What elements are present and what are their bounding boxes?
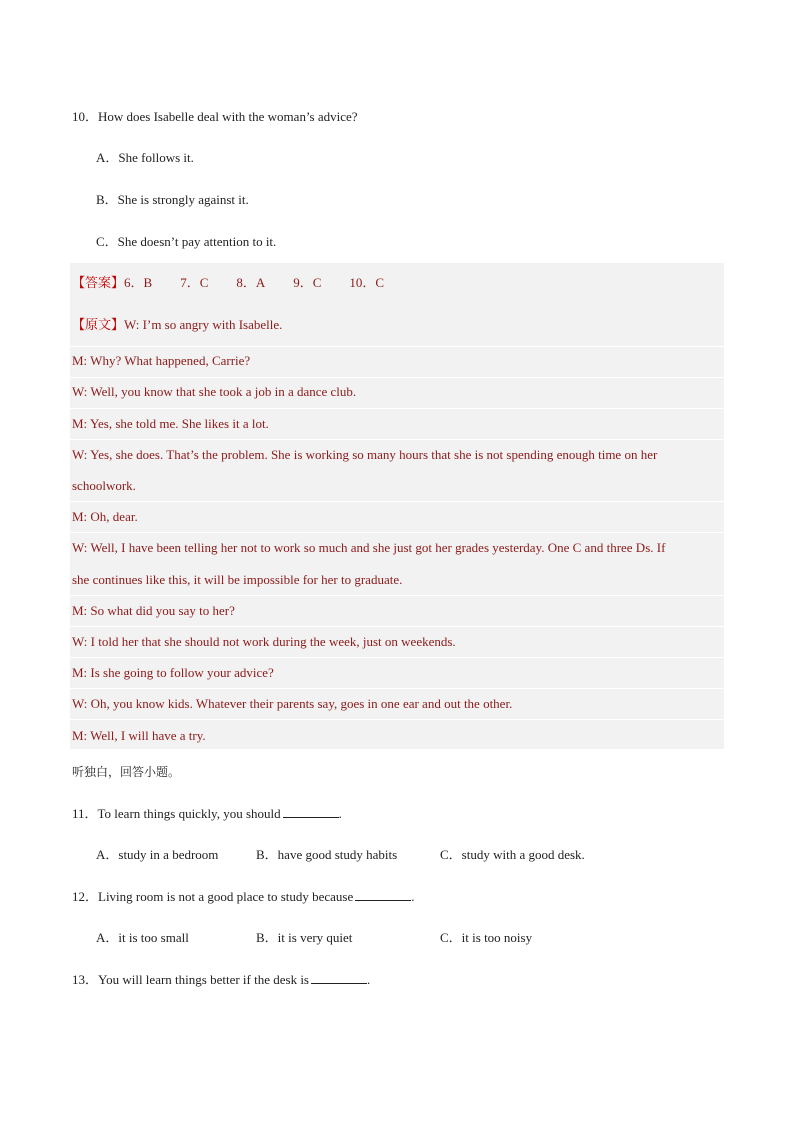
- row-divider: [70, 408, 724, 409]
- question-10: 10．How does Isabelle deal with the woman’s advice?: [72, 109, 358, 124]
- transcript-line: M: Yes, she told me. She likes it a lot.: [72, 416, 269, 431]
- transcript-line: schoolwork.: [72, 478, 136, 493]
- transcript-label: 【原文】: [72, 317, 125, 332]
- answer-item: 6．B: [124, 275, 153, 290]
- answer-blank: [355, 889, 411, 901]
- transcript-line: M: Well, I will have a try.: [72, 728, 206, 743]
- transcript-line: M: Is she going to follow your advice?: [72, 665, 274, 680]
- transcript-first-line: [72, 317, 282, 333]
- question-end: .: [338, 806, 342, 821]
- answer-item: 10．C: [349, 275, 385, 290]
- q12-option-a: A．it is too small: [96, 930, 189, 945]
- row-divider: [70, 719, 724, 720]
- q11-option-a: A．study in a bedroom: [96, 847, 219, 862]
- row-divider: [70, 439, 724, 440]
- transcript-line: W: Yes, she does. That’s the problem. She is working so many hours that she is not spending enough time on her: [72, 447, 658, 462]
- row-divider: [70, 626, 724, 627]
- answer-label: 【答案】: [72, 275, 125, 290]
- answer-item: 8．A: [236, 275, 266, 290]
- answer-blank: [311, 972, 367, 984]
- q12-option-c: C．it is too noisy: [440, 930, 533, 945]
- row-divider: [70, 688, 724, 689]
- q11-option-c: C．study with a good desk.: [440, 847, 585, 862]
- transcript-line: M: Oh, dear.: [72, 509, 138, 524]
- question-12: [72, 889, 415, 905]
- question-13: [72, 972, 370, 988]
- answer-row: [72, 275, 384, 291]
- question-text: 11．To learn things quickly, you should: [72, 806, 281, 821]
- q10-option-b: B．She is strongly against it.: [96, 192, 249, 207]
- transcript-line: she continues like this, it will be impossible for her to graduate.: [72, 572, 403, 587]
- row-divider: [70, 595, 724, 596]
- transcript-line: W: Oh, you know kids. Whatever their parents say, goes in one ear and out the other.: [72, 696, 513, 711]
- question-end: .: [411, 889, 415, 904]
- q11-option-b: B．have good study habits: [256, 847, 398, 862]
- question-text: 13．You will learn things better if the desk is: [72, 972, 309, 987]
- answer-item: 7．C: [180, 275, 209, 290]
- q12-option-b: B．it is very quiet: [256, 930, 353, 945]
- section-instruction: 听独白，回答小题。: [72, 765, 181, 779]
- row-divider: [70, 532, 724, 533]
- transcript-line: W: I’m so angry with Isabelle.: [124, 317, 283, 332]
- transcript-line: M: Why? What happened, Carrie?: [72, 353, 251, 368]
- question-11: [72, 806, 342, 822]
- transcript-line: W: Well, I have been telling her not to work so much and she just got her grades yesterday. One C and three Ds. If: [72, 540, 666, 555]
- q10-option-a: A．She follows it.: [96, 150, 194, 165]
- row-divider: [70, 501, 724, 502]
- row-divider: [70, 657, 724, 658]
- row-divider: [70, 377, 724, 378]
- answer-item: 9．C: [293, 275, 322, 290]
- row-divider: [70, 346, 724, 347]
- q10-option-c: C．She doesn’t pay attention to it.: [96, 234, 277, 249]
- question-text: 12．Living room is not a good place to study because: [72, 889, 354, 904]
- transcript-line: M: So what did you say to her?: [72, 603, 235, 618]
- answer-blank: [283, 806, 339, 818]
- transcript-line: W: Well, you know that she took a job in a dance club.: [72, 384, 357, 399]
- transcript-line: W: I told her that she should not work during the week, just on weekends.: [72, 634, 456, 649]
- question-end: .: [367, 972, 371, 987]
